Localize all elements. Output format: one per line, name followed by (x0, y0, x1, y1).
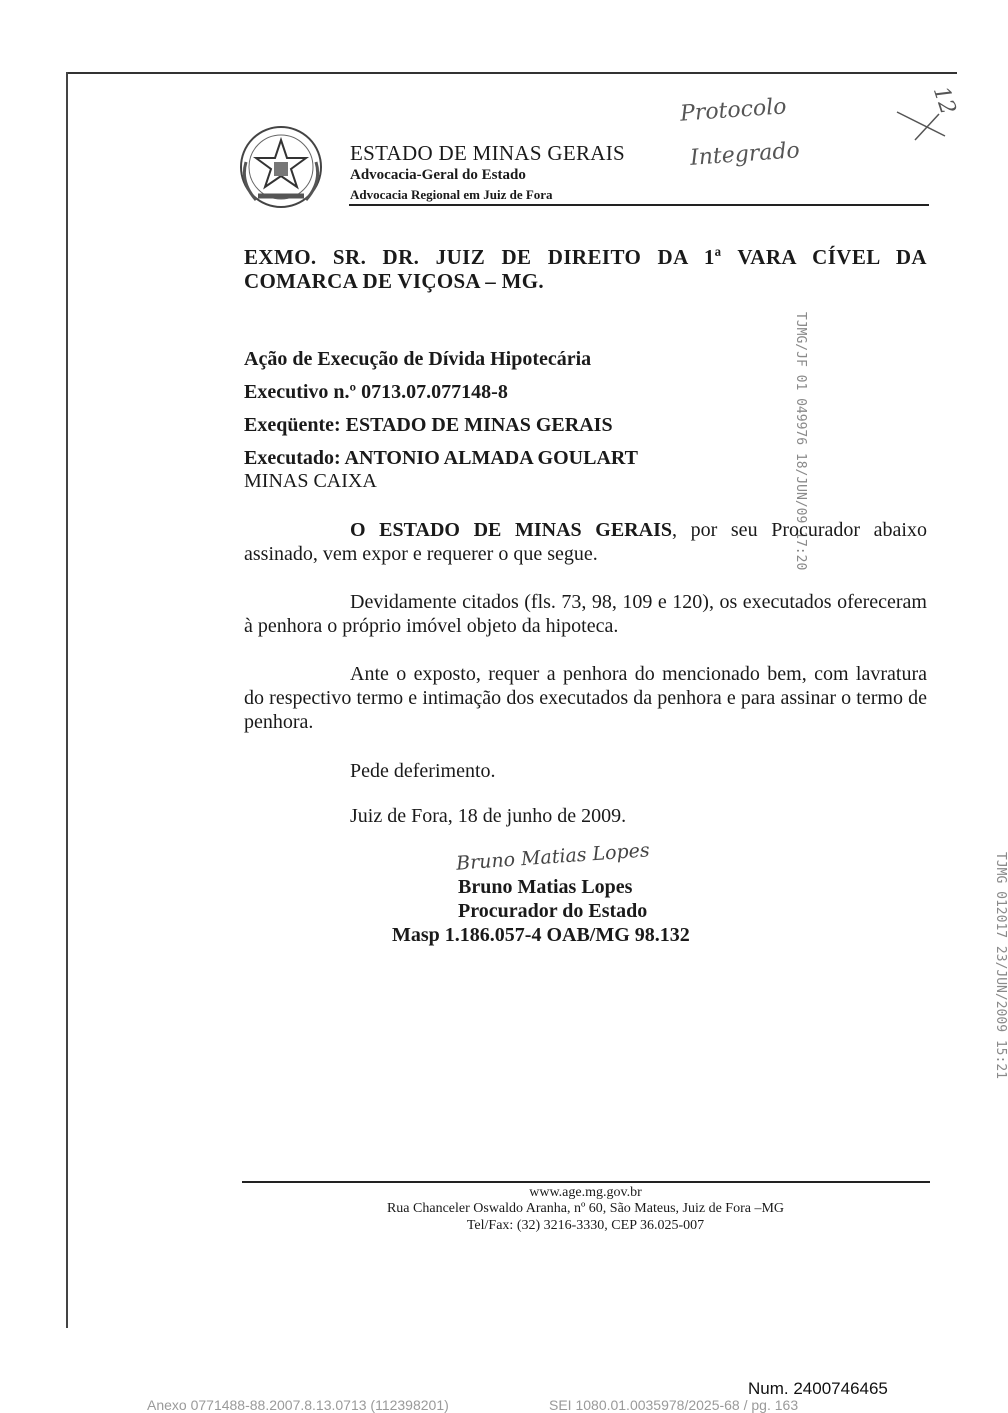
footer-divider (242, 1181, 930, 1183)
body-request-text: Pede deferimento. (350, 760, 496, 782)
document-number: Num. 2400746465 (748, 1379, 888, 1398)
handwritten-signature: Bruno Matias Lopes (455, 839, 651, 875)
protocol-stamp-bottom: TJMG 012017 23/JUN/2009 15:21 (992, 852, 1008, 1079)
annex-reference: Anexo 0771488-88.2007.8.13.0713 (112398201) (147, 1397, 449, 1413)
signer-ids: Masp 1.186.057-4 OAB/MG 98.132 (392, 924, 690, 946)
body-paragraph-2 (244, 590, 927, 638)
handwritten-note-integrated: Integrado (689, 138, 801, 171)
footer-address: Rua Chanceler Oswaldo Aranha, nº 60, São Mateus, Juiz de Fora –MG (386, 1201, 785, 1216)
case-defendant-2: MINAS CAIXA (244, 470, 377, 492)
handwritten-check-mark-icon (895, 108, 949, 142)
addressee-line-1: EXMO. SR. DR. JUIZ DE DIREITO DA 1ª VARA CÍVEL DA (244, 245, 927, 269)
header-agency: Advocacia-Geral do Estado (350, 167, 526, 183)
case-executive-number: Executivo n.º 0713.07.077148-8 (244, 381, 508, 403)
body-paragraph-1-text: , por seu Procurador abaixo assinado, vem expor e requerer o que segue. (244, 519, 927, 565)
footer-phone: Tel/Fax: (32) 3216-3330, CEP 36.025-007 (466, 1218, 705, 1233)
footer-website: www.age.mg.gov.br (529, 1185, 642, 1200)
sei-reference: SEI 1080.01.0035978/2025-68 / pg. 163 (549, 1397, 799, 1413)
signer-name: Bruno Matias Lopes (458, 876, 633, 898)
header-divider (349, 204, 929, 206)
state-crest-icon (236, 122, 326, 212)
handwritten-note-protocol: Protocolo (679, 94, 788, 127)
body-paragraph-3-text: Ante o exposto, requer a penhora do mencionado bem, com lavratura do respectivo termo e intimação dos executados da penhora e para assinar o termo de penhora. (244, 663, 927, 733)
body-paragraph-2-text: Devidamente citados (fls. 73, 98, 109 e 120), os executados ofereceram à penhora o próprio imóvel objeto da hipoteca. (244, 591, 927, 637)
body-paragraph-1 (244, 518, 927, 566)
case-action: Ação de Execução de Dívida Hipotecária (244, 348, 592, 370)
header-state-title: ESTADO DE MINAS GERAIS (350, 141, 626, 165)
scan-edge-left (66, 72, 68, 1328)
scan-edge-top (66, 72, 957, 74)
body-paragraph-3 (244, 662, 927, 734)
protocol-stamp-top: TJMG/JF 01 049976 18/JUN/09 17:20 (793, 312, 808, 571)
body-place-date-text: Juiz de Fora, 18 de junho de 2009. (350, 805, 627, 827)
header-office: Advocacia Regional em Juiz de Fora (350, 187, 553, 202)
body-place-date (244, 804, 927, 828)
case-plaintiff: Exeqüente: ESTADO DE MINAS GERAIS (244, 414, 613, 436)
case-defendant: Executado: ANTONIO ALMADA GOULART (244, 447, 638, 469)
handwritten-page-number: 12 (927, 83, 961, 118)
body-request (244, 759, 927, 783)
body-paragraph-1-subject: O ESTADO DE MINAS GERAIS (350, 519, 672, 541)
addressee-line-2: COMARCA DE VIÇOSA – MG. (244, 269, 544, 293)
signer-role: Procurador do Estado (458, 900, 648, 922)
